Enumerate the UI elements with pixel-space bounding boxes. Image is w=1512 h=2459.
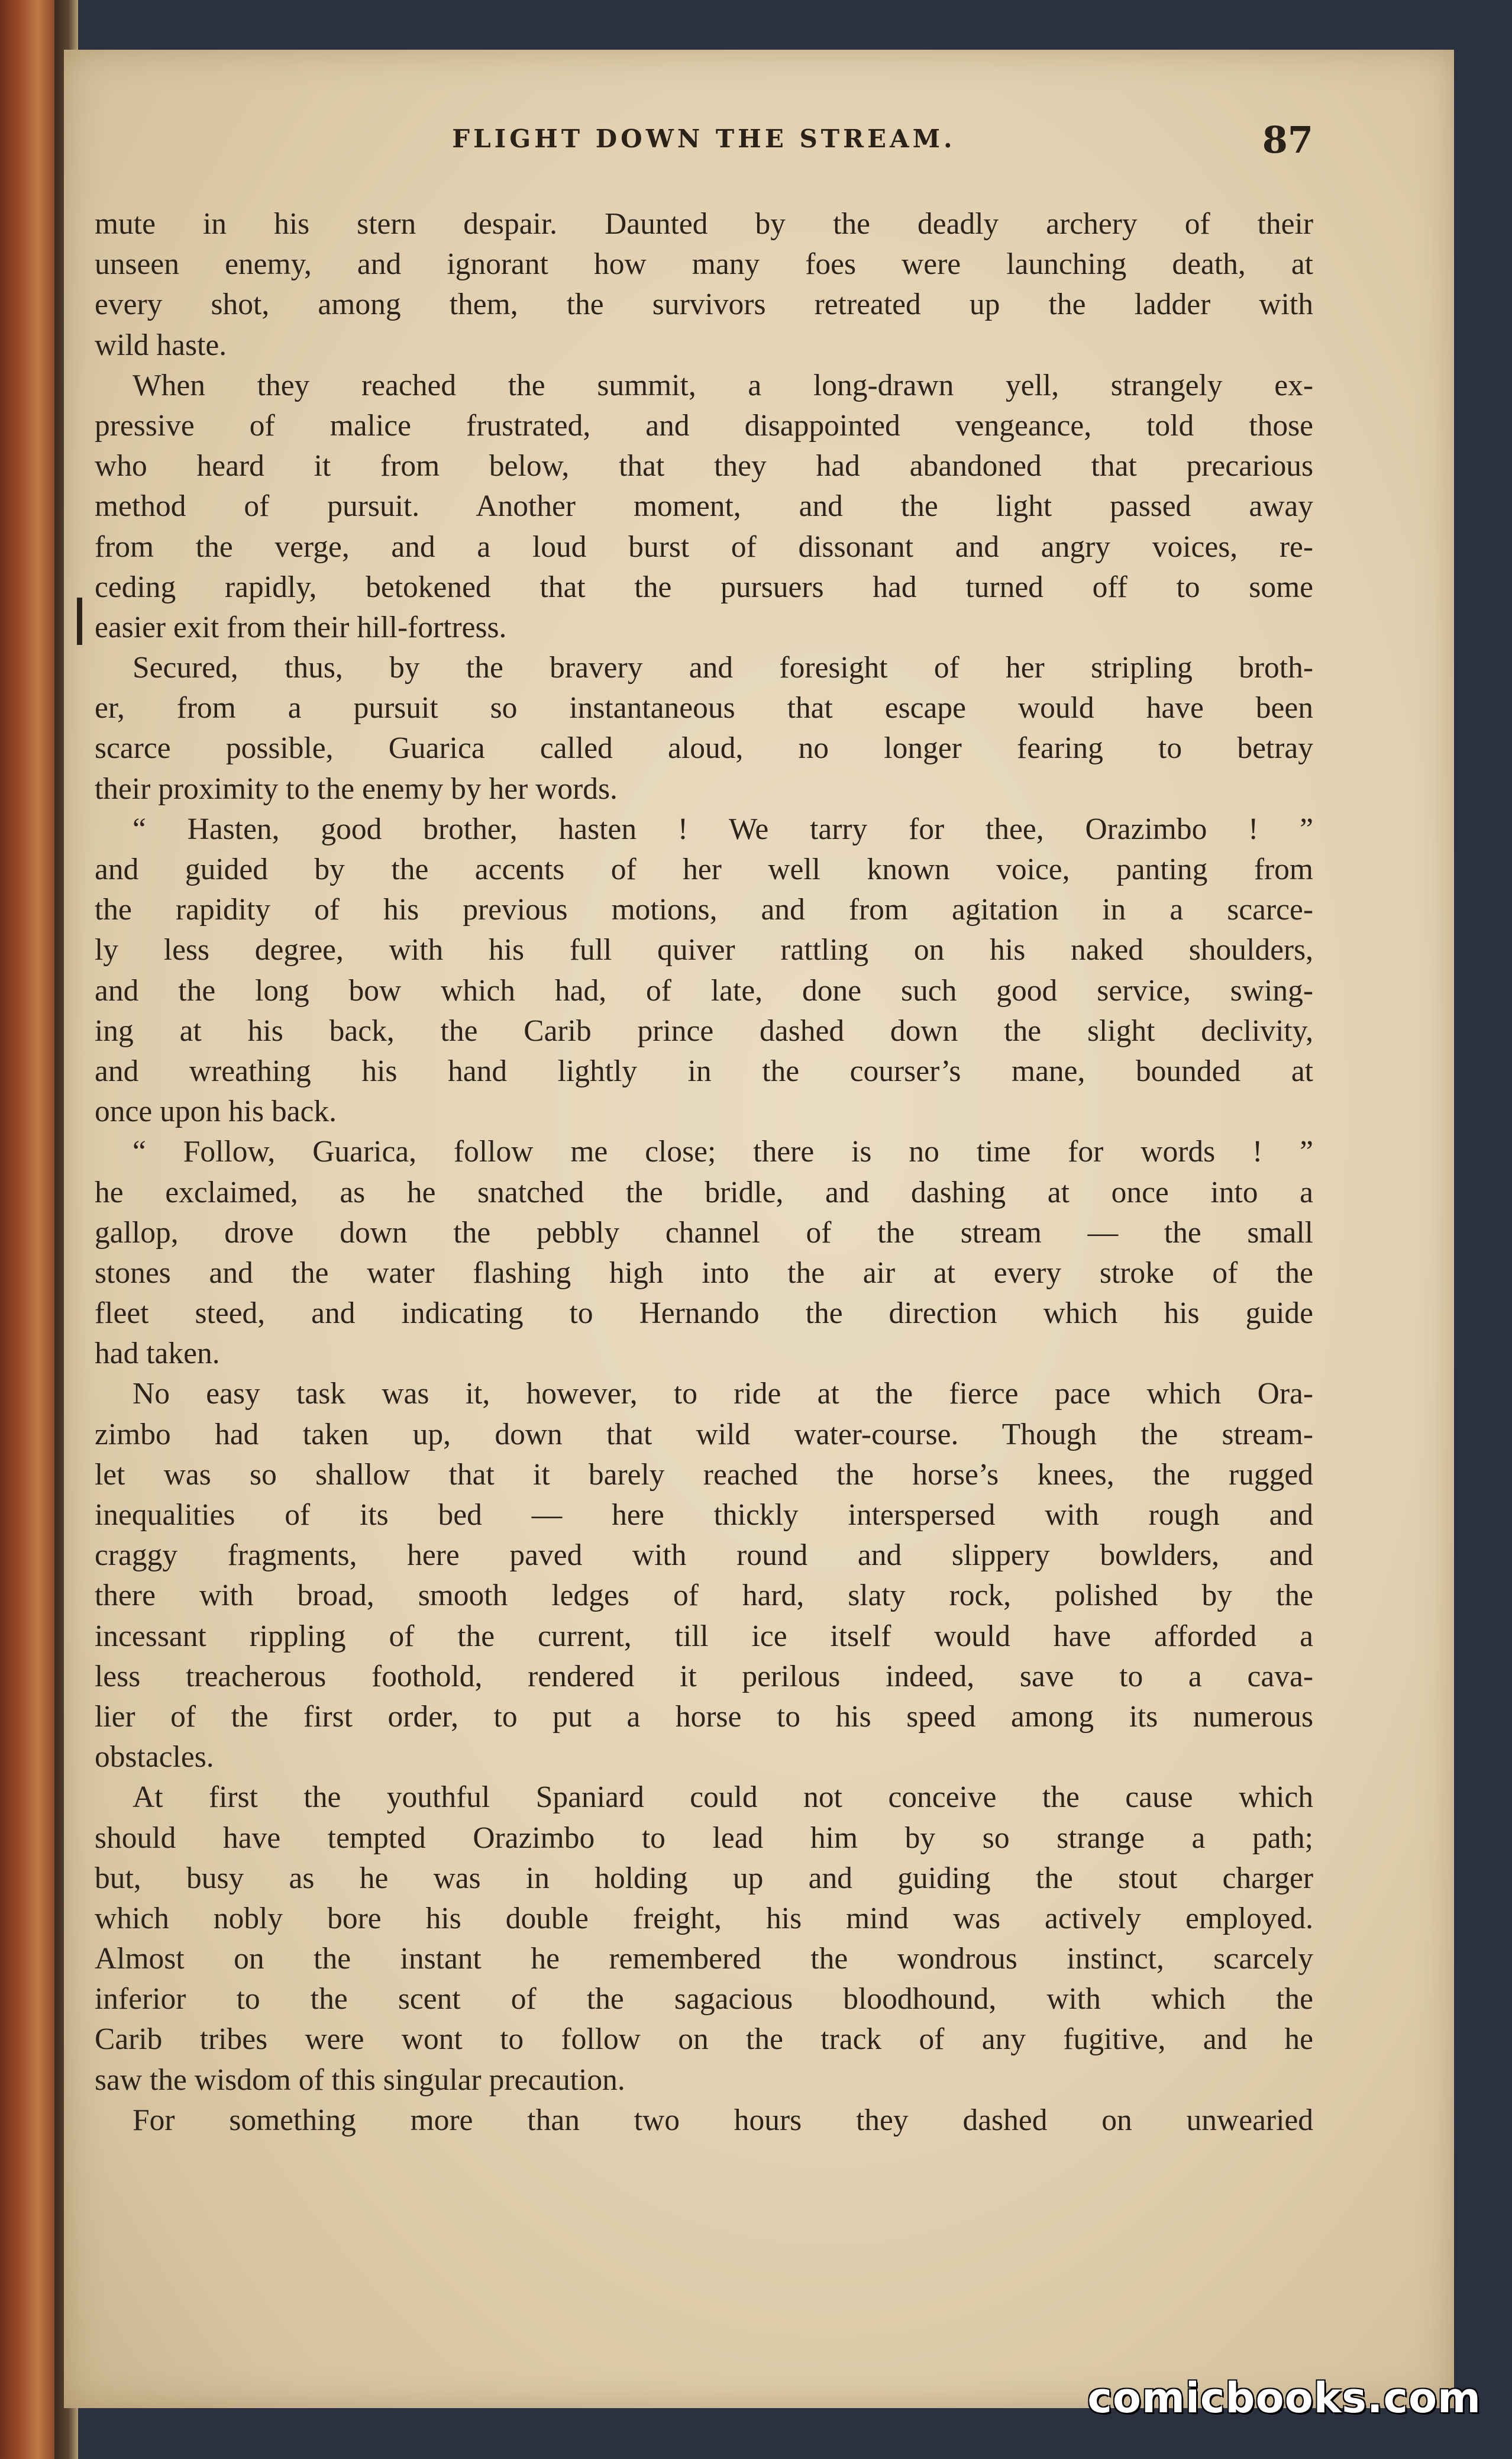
text-line: Almost on the instant he remembered the wondrous instinct, scarcely xyxy=(95,1942,1313,1976)
text-line: er, from a pursuit so instantaneous that escape would have been xyxy=(95,691,1313,725)
text-line: unseen enemy, and ignorant how many foes were launching death, at xyxy=(95,247,1313,282)
page-number: 87 xyxy=(1262,118,1313,162)
text-line: fleet steed, and indicating to Hernando the direction which his guide xyxy=(95,1296,1313,1331)
text-line: once upon his back. xyxy=(95,1095,337,1129)
text-line: mute in his stern despair. Daunted by the deadly archery of their xyxy=(95,207,1313,241)
text-line: there with broad, smooth ledges of hard, slaty rock, polished by the xyxy=(95,1579,1313,1613)
text-line: stones and the water flashing high into the air at every stroke of the xyxy=(95,1256,1313,1290)
text-line: At first the youthful Spaniard could not conceive the cause which xyxy=(133,1780,1313,1815)
text-line: wild haste. xyxy=(95,328,227,362)
text-line: gallop, drove down the pebbly channel of the stream — the small xyxy=(95,1215,1313,1250)
text-line: should have tempted Orazimbo to lead him by so strange a path; xyxy=(95,1821,1313,1855)
text-line: incessant rippling of the current, till ice itself would have afforded a xyxy=(95,1619,1313,1653)
text-line: but, busy as he was in holding up and guiding the stout charger xyxy=(95,1861,1313,1895)
text-line: ceding rapidly, betokened that the pursuers had turned off to some xyxy=(95,570,1313,604)
text-line: had taken. xyxy=(95,1337,220,1371)
text-line: craggy fragments, here paved with round and slippery bowlders, and xyxy=(95,1538,1313,1573)
text-line: who heard it from below, that they had abandoned that precarious xyxy=(95,449,1313,483)
text-line: he exclaimed, as he snatched the bridle, and dashing at once into a xyxy=(95,1175,1313,1209)
text-line: No easy task was it, however, to ride at the fierce pace which Ora- xyxy=(133,1377,1313,1411)
watermark: comicbooks.com xyxy=(1087,2374,1481,2422)
text-line: ing at his back, the Carib prince dashed down the slight declivity, xyxy=(95,1014,1313,1048)
text-line: their proximity to the enemy by her words. xyxy=(95,772,618,806)
text-line: Secured, thus, by the bravery and foresight of her stripling broth- xyxy=(133,651,1313,685)
text-line: When they reached the summit, a long-drawn yell, strangely ex- xyxy=(133,368,1313,402)
text-line: which nobly bore his double freight, his mind was actively employed. xyxy=(95,1901,1313,1935)
page-header xyxy=(95,118,1313,172)
book-spine xyxy=(0,0,54,2459)
text-line: and the long bow which had, of late, done such good service, swing- xyxy=(95,973,1313,1008)
margin-mark xyxy=(77,598,82,645)
page-body-text xyxy=(95,204,1313,2141)
text-line: obstacles. xyxy=(95,1740,214,1774)
text-line: method of pursuit. Another moment, and the light passed away xyxy=(95,489,1313,524)
text-line: For something more than two hours they dashed on unwearied xyxy=(133,2103,1313,2137)
text-line: and wreathing his hand lightly in the courser’s mane, bounded at xyxy=(95,1054,1313,1088)
running-title: FLIGHT DOWN THE STREAM. xyxy=(452,124,956,153)
text-line: scarce possible, Guarica called aloud, no longer fearing to betray xyxy=(95,731,1313,766)
text-line: and guided by the accents of her well known voice, panting from xyxy=(95,853,1313,886)
text-line: the rapidity of his previous motions, and from agitation in a scarce- xyxy=(95,893,1313,927)
text-line: ly less degree, with his full quiver rattling on his naked shoulders, xyxy=(95,933,1313,967)
text-line: zimbo had taken up, down that wild water-course. Though the stream- xyxy=(95,1417,1313,1451)
text-line: pressive of malice frustrated, and disappointed vengeance, told those xyxy=(95,408,1313,443)
text-line: “ Follow, Guarica, follow me close; there is no time for words ! ” xyxy=(133,1135,1313,1169)
text-line: Carib tribes were wont to follow on the track of any fugitive, and he xyxy=(95,2022,1313,2057)
text-line: less treacherous foothold, rendered it perilous indeed, save to a cava- xyxy=(95,1659,1313,1693)
text-line: “ Hasten, good brother, hasten ! We tarry for thee, Orazimbo ! ” xyxy=(133,812,1313,846)
text-line: saw the wisdom of this singular precaution. xyxy=(95,2063,625,2097)
text-line: easier exit from their hill-fortress. xyxy=(95,610,507,644)
text-line: let was so shallow that it barely reached the horse’s knees, the rugged xyxy=(95,1457,1313,1492)
text-line: every shot, among them, the survivors retreated up the ladder with xyxy=(95,288,1313,322)
text-line: inferior to the scent of the sagacious bloodhound, with which the xyxy=(95,1982,1313,2016)
text-line: lier of the first order, to put a horse to his speed among its numerous xyxy=(95,1699,1313,1734)
text-line: inequalities of its bed — here thickly interspersed with rough and xyxy=(95,1498,1313,1532)
text-line: from the verge, and a loud burst of dissonant and angry voices, re- xyxy=(95,530,1313,564)
